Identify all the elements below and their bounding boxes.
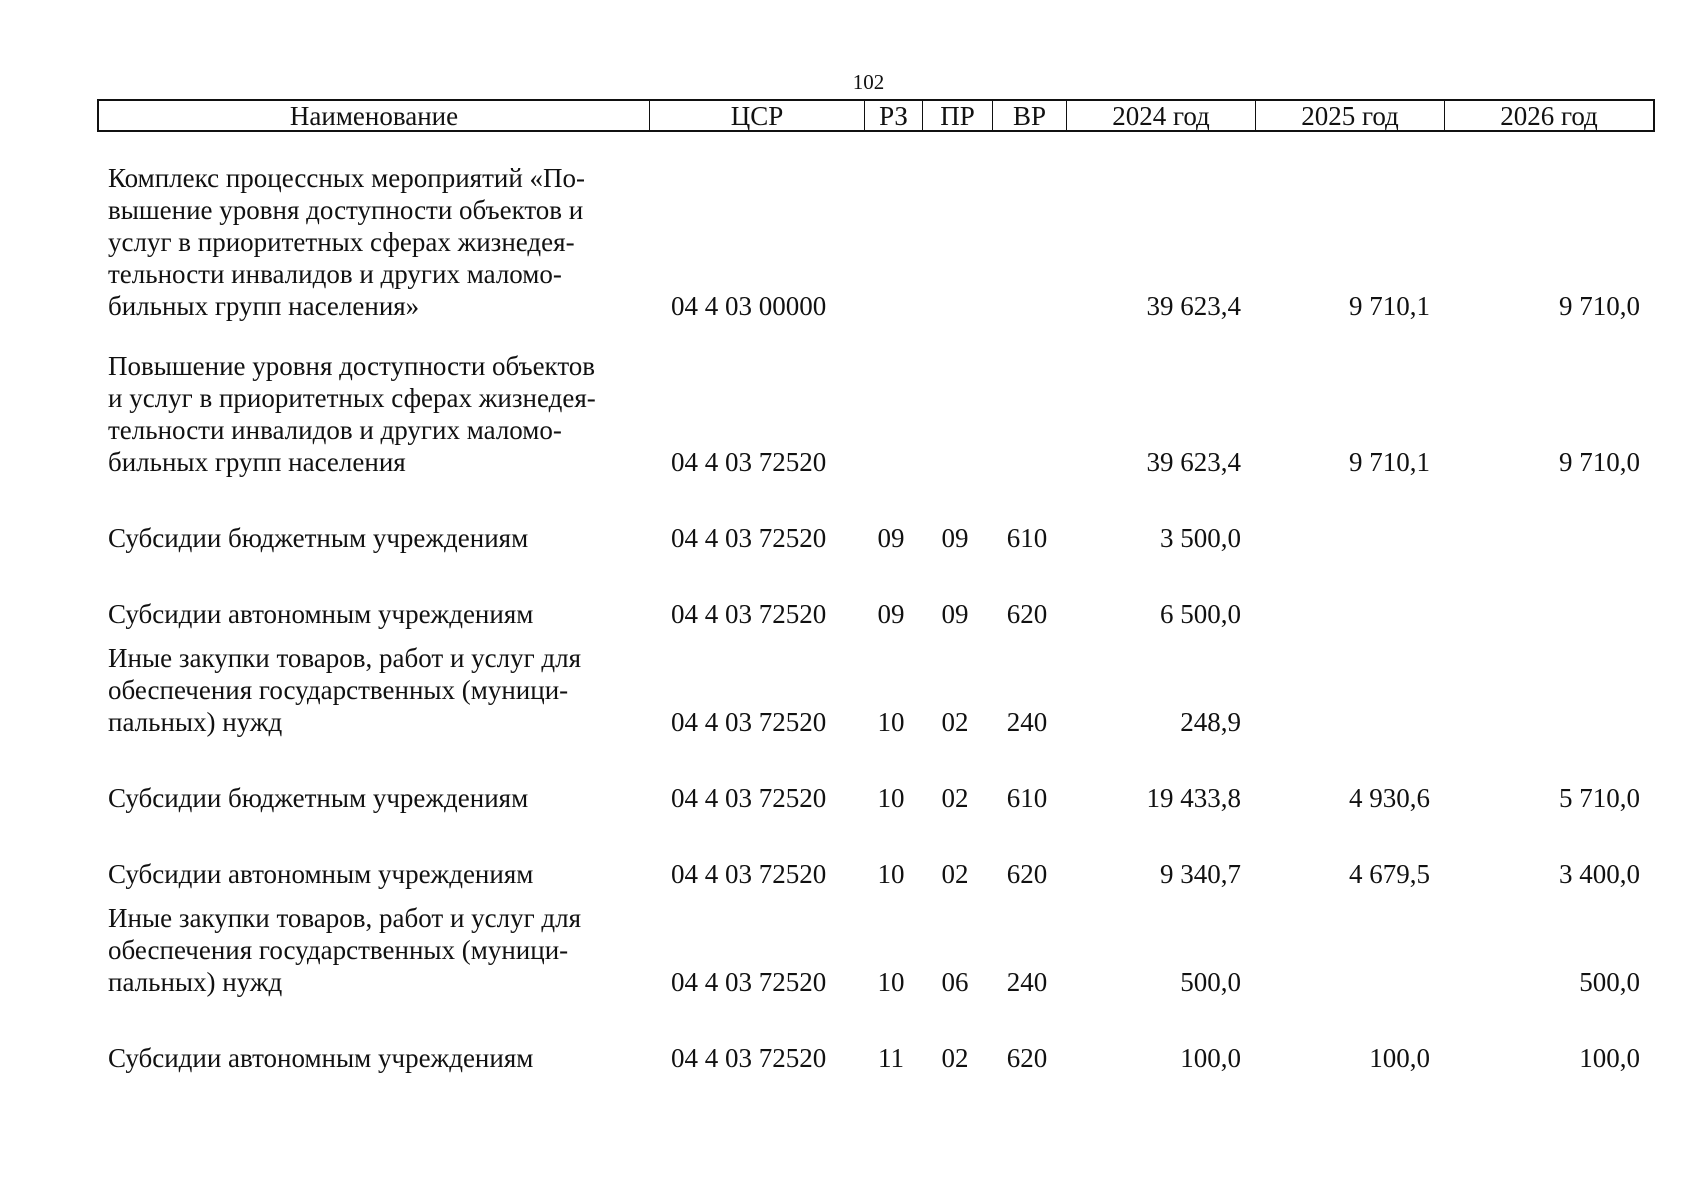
name-line: Субсидии автономным учреждениям xyxy=(108,599,534,629)
name-cell xyxy=(97,350,647,478)
csr-cell: 04 4 03 72520 xyxy=(671,783,827,813)
pr-cell: 02 xyxy=(941,707,969,737)
column-header-2026: 2026 год xyxy=(1444,101,1653,130)
name-line: бильных групп населения xyxy=(108,447,406,477)
pr-cell: 09 xyxy=(941,599,969,629)
rz-cell: 10 xyxy=(877,859,905,889)
amount-2025-cell: 4 679,5 xyxy=(1349,859,1430,889)
vr-cell: 610 xyxy=(1006,783,1048,813)
amount-2025-cell: 9 710,1 xyxy=(1349,291,1430,321)
amount-2024-cell: 500,0 xyxy=(1180,967,1241,997)
name-cell xyxy=(97,522,647,554)
amount-2026-cell: 5 710,0 xyxy=(1559,783,1640,813)
name-line: услуг в приоритетных сферах жизнедея- xyxy=(108,227,575,257)
name-line: пальных) нужд xyxy=(108,967,283,997)
column-header-pr: ПР xyxy=(922,101,992,130)
amount-2024-cell: 3 500,0 xyxy=(1160,523,1241,553)
name-cell xyxy=(97,162,647,322)
vr-cell: 620 xyxy=(1006,859,1048,889)
table-row xyxy=(97,902,1655,998)
name-line: и услуг в приоритетных сферах жизнедея- xyxy=(108,383,596,413)
page-number: 102 xyxy=(852,70,885,94)
column-header-2025: 2025 год xyxy=(1255,101,1444,130)
name-line: Иные закупки товаров, работ и услуг для xyxy=(108,903,582,933)
name-line: Повышение уровня доступности объектов xyxy=(108,351,596,381)
amount-2025-cell: 100,0 xyxy=(1369,1043,1430,1073)
csr-cell: 04 4 03 72520 xyxy=(671,859,827,889)
rz-cell: 10 xyxy=(877,783,905,813)
name-cell xyxy=(97,598,647,630)
rz-cell: 10 xyxy=(877,967,905,997)
name-line: обеспечения государственных (муници- xyxy=(108,935,569,965)
amount-2026-cell: 9 710,0 xyxy=(1559,291,1640,321)
column-header-vr: ВР xyxy=(992,101,1066,130)
amount-2024-cell: 6 500,0 xyxy=(1160,599,1241,629)
column-header-csr: ЦСР xyxy=(649,101,864,130)
pr-cell: 02 xyxy=(941,1043,969,1073)
name-line: Субсидии бюджетным учреждениям xyxy=(108,783,529,813)
table-row xyxy=(97,642,1655,738)
amount-2026-cell: 9 710,0 xyxy=(1559,447,1640,477)
name-line: бильных групп населения» xyxy=(108,291,420,321)
rz-cell: 09 xyxy=(877,599,905,629)
name-line: Иные закупки товаров, работ и услуг для xyxy=(108,643,582,673)
vr-cell: 240 xyxy=(1006,707,1048,737)
rz-cell: 09 xyxy=(877,523,905,553)
amount-2024-cell: 39 623,4 xyxy=(1146,447,1241,477)
name-line: пальных) нужд xyxy=(108,707,283,737)
rz-cell: 11 xyxy=(878,1043,904,1073)
column-header-name: Наименование xyxy=(289,101,459,131)
vr-cell: 610 xyxy=(1006,523,1048,553)
name-cell xyxy=(97,782,647,814)
csr-cell: 04 4 03 72520 xyxy=(671,523,827,553)
csr-cell: 04 4 03 72520 xyxy=(671,707,827,737)
amount-2024-cell: 100,0 xyxy=(1180,1043,1241,1073)
name-cell xyxy=(97,858,647,890)
csr-cell: 04 4 03 72520 xyxy=(671,447,827,477)
name-line: обеспечения государственных (муници- xyxy=(108,675,569,705)
vr-cell: 620 xyxy=(1006,1043,1048,1073)
amount-2026-cell: 500,0 xyxy=(1579,967,1640,997)
amount-2024-cell: 19 433,8 xyxy=(1146,783,1241,813)
column-header-rz: РЗ xyxy=(864,101,922,130)
table-row xyxy=(97,522,1655,554)
name-line: Субсидии бюджетным учреждениям xyxy=(108,523,529,553)
name-line: Субсидии автономным учреждениям xyxy=(108,1043,534,1073)
name-cell xyxy=(97,902,647,998)
pr-cell: 09 xyxy=(941,523,969,553)
amount-2024-cell: 9 340,7 xyxy=(1160,859,1241,889)
table-row xyxy=(97,350,1655,478)
csr-cell: 04 4 03 72520 xyxy=(671,967,827,997)
name-cell xyxy=(97,642,647,738)
vr-cell: 240 xyxy=(1006,967,1048,997)
vr-cell: 620 xyxy=(1006,599,1048,629)
amount-2024-cell: 39 623,4 xyxy=(1146,291,1241,321)
pr-cell: 06 xyxy=(941,967,969,997)
table-header xyxy=(97,99,1655,132)
table-body xyxy=(97,132,1655,1074)
column-header-2024: 2024 год xyxy=(1066,101,1255,130)
amount-2025-cell: 4 930,6 xyxy=(1349,783,1430,813)
rz-cell: 10 xyxy=(877,707,905,737)
table-row xyxy=(97,782,1655,814)
amount-2024-cell: 248,9 xyxy=(1180,707,1241,737)
name-line: Субсидии автономным учреждениям xyxy=(108,859,534,889)
table-row xyxy=(97,598,1655,630)
table-row xyxy=(97,858,1655,890)
name-line: Комплекс процессных мероприятий «По- xyxy=(108,163,586,193)
amount-2026-cell: 100,0 xyxy=(1579,1043,1640,1073)
name-line: тельности инвалидов и других маломо- xyxy=(108,259,562,289)
amount-2025-cell: 9 710,1 xyxy=(1349,447,1430,477)
table-row xyxy=(97,1042,1655,1074)
pr-cell: 02 xyxy=(941,783,969,813)
amount-2026-cell: 3 400,0 xyxy=(1559,859,1640,889)
table-row xyxy=(97,162,1655,322)
csr-cell: 04 4 03 72520 xyxy=(671,1043,827,1073)
name-cell xyxy=(97,1042,647,1074)
csr-cell: 04 4 03 72520 xyxy=(671,599,827,629)
name-line: тельности инвалидов и других маломо- xyxy=(108,415,562,445)
name-line: вышение уровня доступности объектов и xyxy=(108,195,584,225)
pr-cell: 02 xyxy=(941,859,969,889)
csr-cell: 04 4 03 00000 xyxy=(671,291,827,321)
